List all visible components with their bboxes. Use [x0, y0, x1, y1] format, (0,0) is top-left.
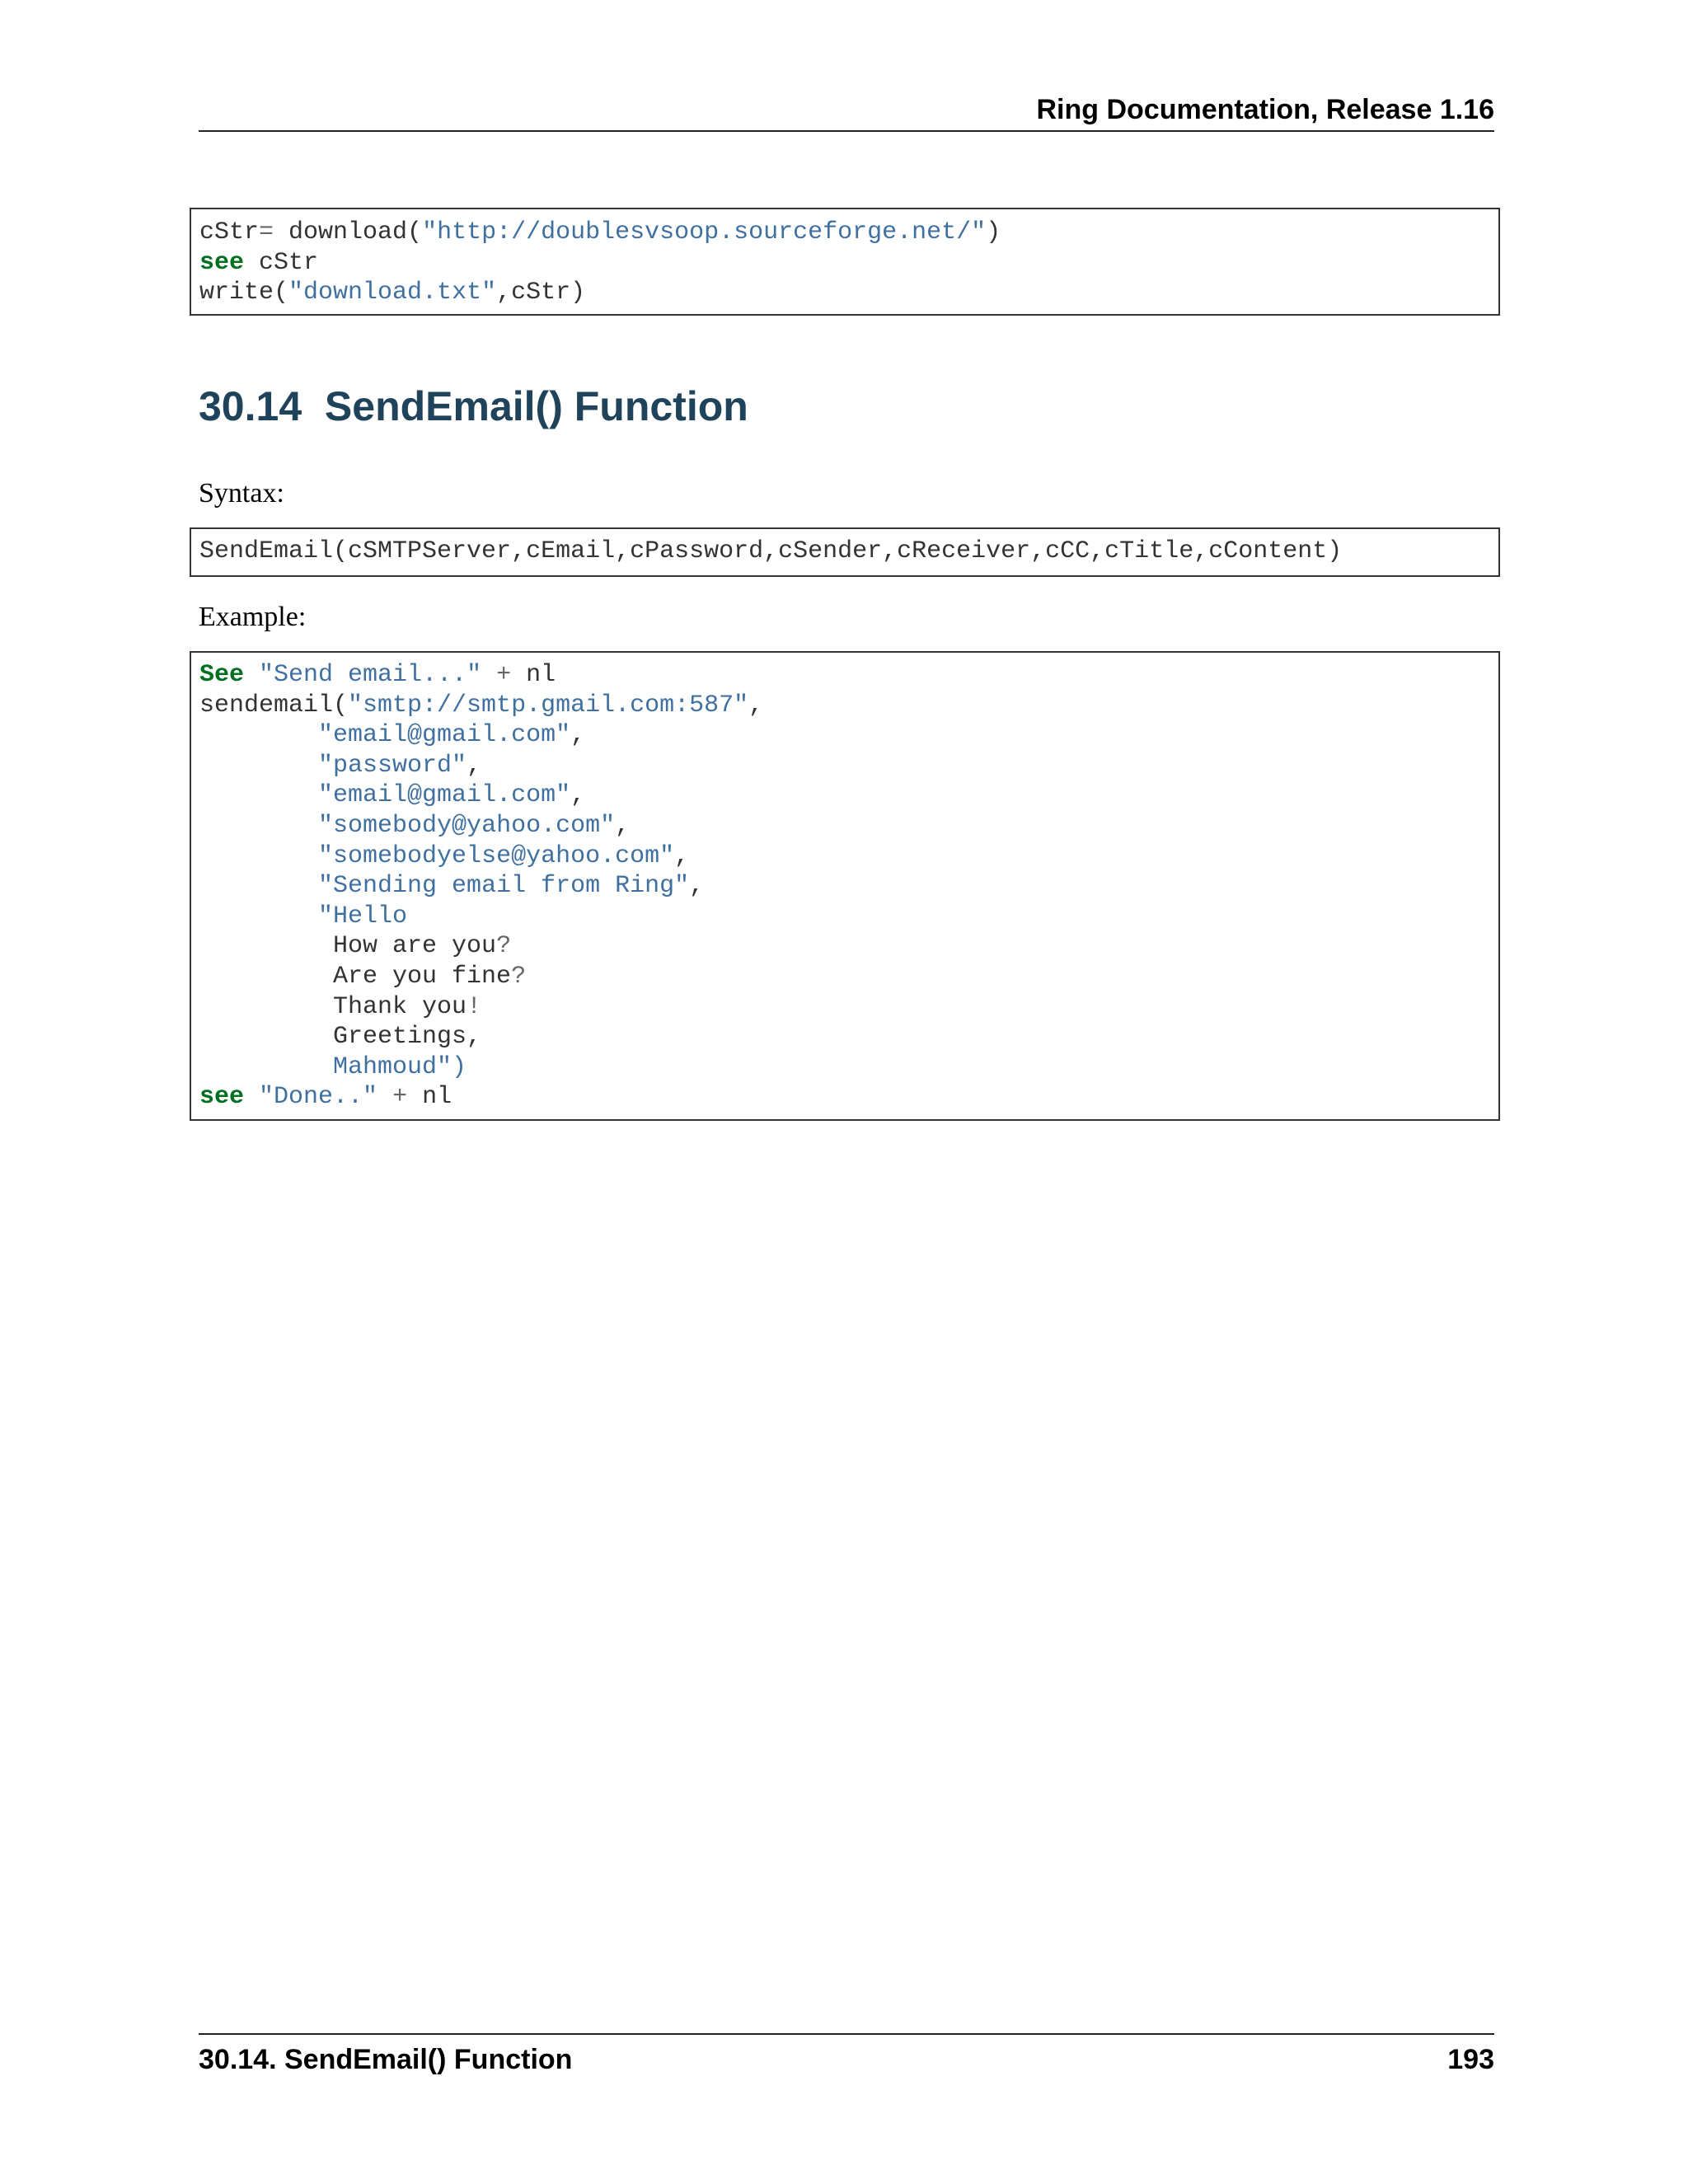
code-token	[199, 721, 318, 749]
code-line	[199, 811, 1490, 841]
code-token	[244, 661, 259, 689]
page-footer	[199, 2033, 1494, 2084]
code-token: download(	[274, 218, 423, 246]
code-token: "password"	[318, 751, 467, 780]
code-token: "Sending email from Ring"	[318, 872, 690, 901]
code-token: nl	[511, 661, 556, 689]
code-token: !	[467, 992, 482, 1021]
code-token: +	[392, 1083, 408, 1112]
code-token: "email@gmail.com"	[318, 721, 571, 750]
code-line	[199, 962, 1490, 992]
code-token: write(	[199, 279, 289, 307]
code-token: ?	[511, 962, 527, 991]
code-token: see	[199, 1083, 245, 1112]
code-line	[199, 841, 1490, 872]
code-token: "email@gmail.com"	[318, 781, 571, 810]
code-line	[199, 278, 1490, 308]
syntax-label: Syntax:	[199, 478, 284, 509]
code-token: ,	[570, 721, 586, 750]
code-line	[199, 871, 1490, 902]
code-line	[199, 720, 1490, 751]
code-token: Thank you	[199, 992, 467, 1021]
code-token: ,	[689, 872, 705, 901]
code-token	[377, 1083, 392, 1111]
code-token	[199, 1053, 333, 1081]
section-title: 30.14 SendEmail() Function	[199, 383, 748, 429]
code-token: "Send email..."	[259, 661, 482, 689]
code-line	[199, 1022, 1490, 1052]
code-line	[199, 691, 1490, 721]
code-line	[199, 902, 1490, 932]
code-line	[199, 1052, 1490, 1083]
code-token: )	[986, 218, 1001, 246]
code-block-syntax	[190, 527, 1500, 577]
code-token: "download.txt"	[288, 279, 497, 307]
code-token: Are you fine	[199, 962, 512, 991]
code-token	[199, 842, 318, 870]
code-token	[481, 661, 496, 689]
code-token: ,	[674, 841, 690, 870]
code-block-example	[190, 651, 1500, 1121]
code-token: sendemail(	[199, 691, 349, 719]
code-line	[199, 992, 1490, 1023]
code-line	[199, 780, 1490, 811]
code-token: "Done.."	[259, 1083, 378, 1112]
code-token: see	[199, 248, 245, 277]
code-token: "smtp://smtp.gmail.com:587"	[348, 691, 749, 719]
code-token: Mahmoud")	[333, 1052, 467, 1081]
document-title: Ring Documentation, Release 1.16	[1036, 94, 1494, 125]
code-token: "somebodyelse@yahoo.com"	[318, 841, 675, 870]
code-token: +	[496, 661, 512, 689]
code-token: Greetings,	[199, 1023, 482, 1052]
code-token: cStr	[199, 218, 260, 246]
code-line	[199, 218, 1490, 248]
code-token	[199, 902, 318, 930]
code-token: See	[199, 661, 245, 689]
code-token: ,	[615, 811, 631, 840]
code-token: "http://doublesvsoop.sourceforge.net/"	[422, 218, 987, 246]
code-line	[199, 931, 1490, 962]
code-token: "somebody@yahoo.com"	[318, 811, 616, 840]
code-token: ,	[570, 781, 586, 810]
code-line	[199, 1082, 1490, 1113]
example-label: Example:	[199, 602, 307, 632]
code-block-download	[190, 208, 1500, 316]
code-line	[199, 248, 1490, 279]
code-token: ,	[467, 751, 482, 780]
code-token	[199, 781, 318, 809]
code-token: "Hello	[318, 902, 408, 930]
code-line	[199, 660, 1490, 691]
footer-section-ref: 30.14. SendEmail() Function	[199, 2044, 573, 2075]
code-token	[199, 812, 318, 840]
code-line	[199, 751, 1490, 781]
code-token: ,	[748, 691, 764, 719]
page-header	[199, 89, 1494, 132]
code-token: cStr	[244, 248, 319, 277]
code-token: ,cStr)	[496, 279, 586, 307]
code-token: =	[259, 218, 274, 246]
code-token: ?	[496, 932, 512, 961]
code-token: SendEmail(cSMTPServer,cEmail,cPassword,cSender,cReceiver,cCC,cTitle,cContent)	[199, 537, 1343, 565]
page-number: 193	[1447, 2044, 1494, 2075]
code-token	[244, 1083, 259, 1111]
code-token: nl	[407, 1083, 452, 1112]
code-token: How are you	[199, 932, 497, 961]
code-token	[199, 872, 318, 900]
code-token	[199, 752, 318, 780]
code-line	[199, 537, 1490, 567]
